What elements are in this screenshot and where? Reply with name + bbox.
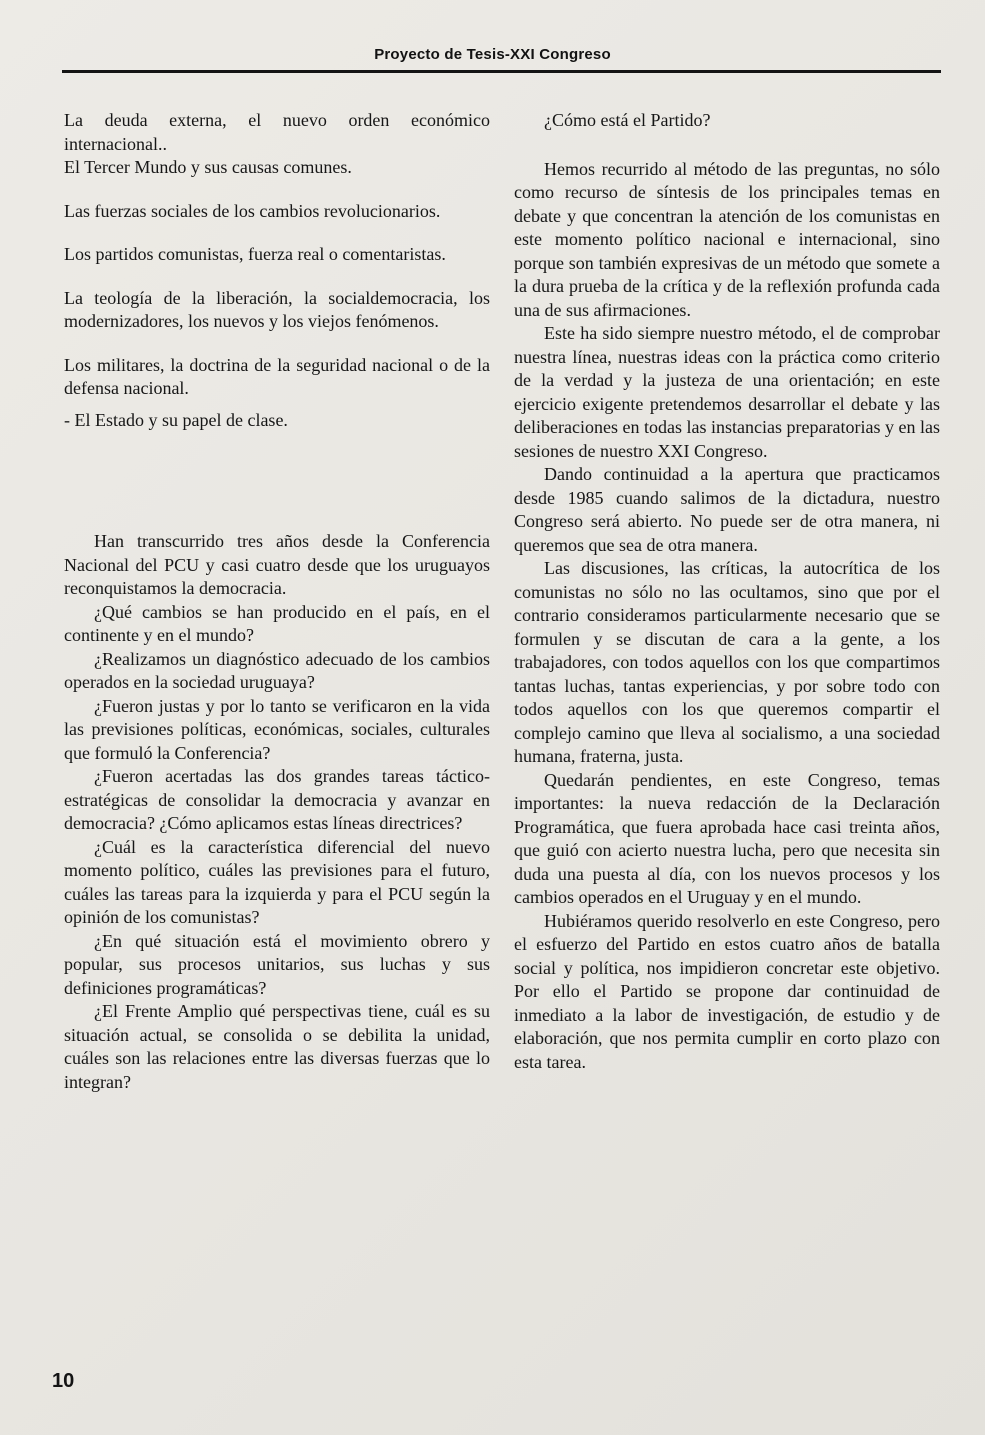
thesis-topic-item: Los partidos comunistas, fuerza real o comentaristas. [64, 244, 446, 264]
section-heading: ¿Cómo está el Partido? [544, 110, 711, 130]
page-header [0, 0, 985, 73]
body-paragraph: Este ha sido siempre nuestro método, el de comprobar nuestra línea, nuestras ideas con la práctica como criterio de la verdad y la justeza de una orientación; en este ejercicio exigente pretendemos desarrollar el debate y las deliberaciones en todas las instancias preparatorias y en las sesiones de nuestro XXI Congreso. [514, 323, 940, 461]
thesis-topic-item: La teología de la liberación, la socialdemocracia, los modernizadores, los nuevos y los viejos fenómenos. [64, 287, 490, 331]
running-header-title: Proyecto de Tesis-XXI Congreso [374, 46, 611, 63]
left-column [64, 109, 490, 1094]
body-paragraph: Hubiéramos querido resolverlo en este Congreso, pero el esfuerzo del Partido en estos cuatro años de batalla social y política, nos impidieron concretar este objetivo. Por ello el Partido se propone dar continuidad de inmediato a la labor de investigación, de estudio y de elaboración, que nos permita cumplir en corto plazo con esta tarea. [514, 910, 940, 1072]
body-paragraph: ¿En qué situación está el movimiento obrero y popular, sus procesos unitarios, sus luchas y sus definiciones programáticas? [64, 930, 490, 998]
body-paragraph: Dando continuidad a la apertura que practicamos desde 1985 cuando salimos de la dictadura, nuestro Congreso será abierto. No puede ser de otra manera, ni queremos que sea de otra manera. [514, 464, 940, 555]
body-paragraph: Hemos recurrido al método de las preguntas, no sólo como recurso de síntesis de los principales temas en debate y que concentran la atención de los comunistas en este momento político nacional e internacional, sino porque son también expresivas de un método que somete a la dura prueba de la crítica y de la reflexión profunda cada una de sus afirmaciones. [514, 158, 940, 320]
page-number: 10 [52, 1370, 75, 1392]
body-paragraph: ¿Fueron acertadas las dos grandes tareas táctico-estratégicas de consolidar la democracia y avanzar en democracia? ¿Cómo aplicamos estas líneas directrices? [64, 766, 490, 833]
thesis-topic-item: - El Estado y su papel de clase. [64, 409, 288, 430]
left-paragraph-block [64, 530, 490, 1094]
body-paragraph: ¿El Frente Amplio qué perspectivas tiene, cuál es su situación actual, se consolida o se debilita la unidad, cuáles son las relaciones entre las diversas fuerzas que lo integran? [64, 1001, 490, 1092]
body-paragraph: ¿Qué cambios se han producido en el país, en el continente y en el mundo? [64, 601, 490, 645]
body-paragraph: ¿Fueron justas y por lo tanto se verificaron en la vida las previsiones políticas, económicas, sociales, culturales que formuló la Conferencia? [64, 695, 490, 763]
thesis-topic-item: La deuda externa, el nuevo orden económico internacional.. [64, 110, 490, 154]
thesis-topic-item: El Tercer Mundo y sus causas comunes. [64, 157, 352, 177]
two-column-body [0, 73, 985, 1094]
body-paragraph: Las discusiones, las críticas, la autocrítica de los comunistas no sólo no las ocultamos, sino que por el contrario consideramos particularmente necesario que se formulen y se discutan de cara a la gente, a los trabajadores, con todos aquellos con los que compartimos tantas luchas, tantas experiencias, y por sobre todo con todos aquellos con los que queremos compartir el complejo camino que lleva al socialismo, a una sociedad humana, fraterna, justa. [514, 558, 940, 766]
body-paragraph: ¿Realizamos un diagnóstico adecuado de los cambios operados en la sociedad uruguaya? [64, 648, 490, 692]
thesis-topic-item: Las fuerzas sociales de los cambios revolucionarios. [64, 200, 441, 221]
body-paragraph: Quedarán pendientes, en este Congreso, temas importantes: la nueva redacción de la Declaración Programática, que fuera aprobada hace casi treinta años, que guió con acierto nuestra lucha, pero que necesita sin duda una puesta al día, con los nuevos procesos y los cambios operados en el Uruguay y en el mundo. [514, 769, 940, 907]
body-paragraph: ¿Cuál es la característica diferencial del nuevo momento político, cuáles las previsiones para el futuro, cuáles las tareas para la izquierda y para el PCU según la opinión de los comunistas? [64, 836, 490, 927]
thesis-topic-item: Los militares, la doctrina de la seguridad nacional o de la defensa nacional. [64, 354, 490, 398]
right-column [514, 109, 940, 1094]
body-paragraph: Han transcurrido tres años desde la Conferencia Nacional del PCU y casi cuatro desde que los uruguayos reconquistamos la democracia. [64, 531, 490, 598]
